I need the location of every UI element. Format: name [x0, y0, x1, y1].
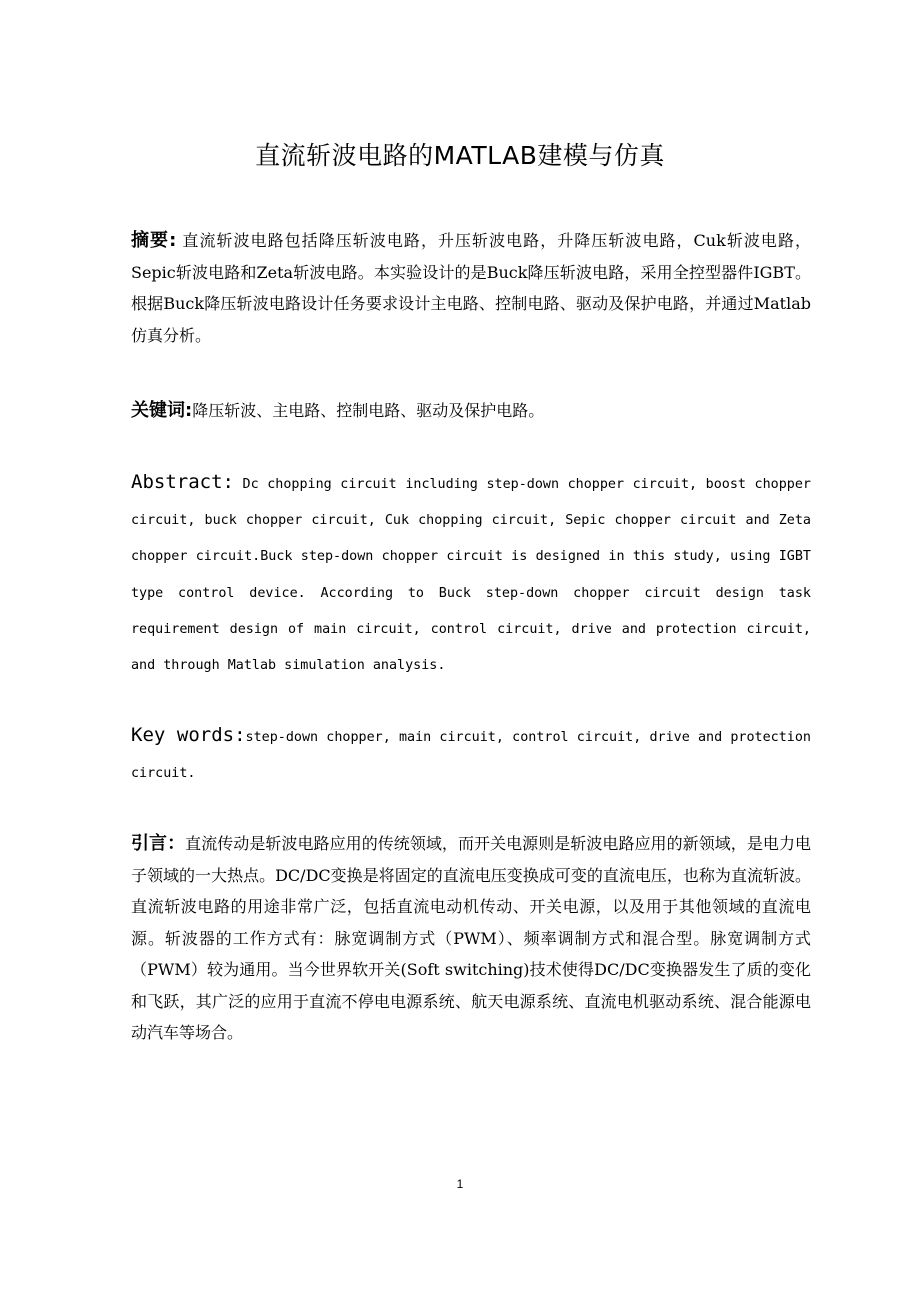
keywords-cn-label: 关键词: — [131, 400, 193, 421]
abstract-cn-paragraph — [131, 225, 811, 351]
introduction-text: 直流传动是斩波电路应用的传统领域，而开关电源则是斩波电路应用的新领域，是电力电子领域的一大热点。DC/DC变换是将固定的直流电压变换成可变的直流电压，也称为直流斩波。直流斩波电路的用途非常广泛，包括直流电动机传动、开关电源，以及用于其他领域的直流电源。斩波器的工作方式有：脉宽调制方式（PWM）、频率调制方式和混合型。脉宽调制方式（PWM）较为通用。当今世界软开关(Soft switching)技术使得DC/DC变换器发生了质的变化和飞跃，其广泛的应用于直流不停电电源系统、航天电源系统、直流电机驱动系统、混合能源电动汽车等场合。 — [131, 834, 811, 1042]
keywords-cn-text: 降压斩波、主电路、控制电路、驱动及保护电路。 — [192, 401, 545, 420]
abstract-en-label: Abstract: — [131, 471, 234, 493]
keywords-en-text: step-down chopper, main circuit, control circuit, drive and protection circuit. — [131, 730, 811, 782]
abstract-cn-label: 摘要: — [131, 230, 177, 251]
abstract-en-paragraph — [131, 464, 811, 684]
keywords-cn-paragraph — [131, 395, 811, 427]
document-title: 直流斩波电路的MATLAB建模与仿真 — [255, 141, 665, 170]
abstract-en-text: Dc chopping circuit including step-down chopper circuit, boost chopper circuit, buck chopper circuit, Cuk chopping circuit, Sepic chopper circuit and Zeta chopper circuit.Buck step-down chopper circuit is designed in this study, using IGBT type control device. According to Buck step-down chopper circuit design task requirement design of main circuit, control circuit, drive and protection circuit, and through Matlab simulation analysis. — [131, 477, 811, 674]
keywords-en-paragraph — [131, 717, 811, 792]
keywords-en-label: Key words: — [131, 724, 246, 746]
introduction-label: 引言： — [131, 833, 186, 854]
page-number: 1 — [456, 1177, 464, 1191]
introduction-paragraph — [131, 828, 811, 1049]
abstract-cn-text: 直流斩波电路包括降压斩波电路，升压斩波电路，升降压斩波电路，Cuk斩波电路，Sepic斩波电路和Zeta斩波电路。本实验设计的是Buck降压斩波电路，采用全控型器件IGBT。根据Buck降压斩波电路设计任务要求设计主电路、控制电路、驱动及保护电路，并通过Matlab仿真分析。 — [131, 231, 811, 345]
